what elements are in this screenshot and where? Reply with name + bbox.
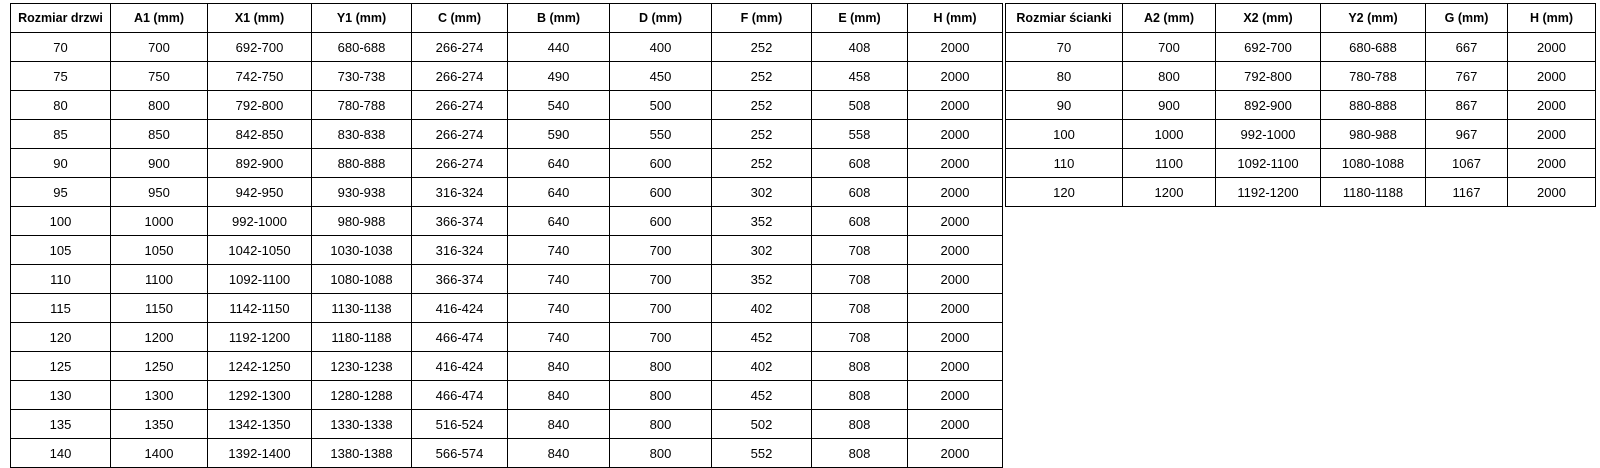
cell-b: 840 [508,352,610,381]
cell-y1: 1180-1188 [312,323,412,352]
cell-rozmiar-drzwi: 70 [11,33,111,62]
column-header-y1: Y1 (mm) [312,4,412,33]
cell-a1: 750 [111,62,208,91]
cell-f: 252 [712,120,812,149]
cell-y2: 780-788 [1321,62,1426,91]
column-header-rozmiar-drzwi: Rozmiar drzwi [11,4,111,33]
cell-e: 508 [812,91,908,120]
cell-f: 452 [712,323,812,352]
cell-a1: 1200 [111,323,208,352]
cell-h: 2000 [908,352,1003,381]
doors-size-table-container [10,3,1003,468]
cell-a1: 1150 [111,294,208,323]
cell-y2: 880-888 [1321,91,1426,120]
cell-h: 2000 [1508,149,1596,178]
cell-g: 967 [1426,120,1508,149]
cell-y1: 1130-1138 [312,294,412,323]
cell-y1: 1380-1388 [312,439,412,468]
cell-d: 700 [610,323,712,352]
wall-table-body [1006,33,1596,207]
cell-d: 700 [610,236,712,265]
cell-b: 440 [508,33,610,62]
cell-h: 2000 [908,265,1003,294]
table-row [1006,91,1596,120]
wall-size-table [1005,3,1596,207]
cell-y1: 730-738 [312,62,412,91]
cell-rozmiar-drzwi: 95 [11,178,111,207]
cell-x1: 1342-1350 [208,410,312,439]
cell-rozmiar-drzwi: 110 [11,265,111,294]
table-row [1006,62,1596,91]
cell-c: 466-474 [412,381,508,410]
table-row [11,323,1003,352]
cell-g: 667 [1426,33,1508,62]
cell-c: 266-274 [412,91,508,120]
cell-x2: 892-900 [1216,91,1321,120]
cell-y1: 1030-1038 [312,236,412,265]
cell-c: 266-274 [412,120,508,149]
cell-f: 352 [712,265,812,294]
cell-x1: 792-800 [208,91,312,120]
cell-x2: 992-1000 [1216,120,1321,149]
cell-x2: 1192-1200 [1216,178,1321,207]
cell-rozmiar-drzwi: 90 [11,149,111,178]
table-header-row [1006,4,1596,33]
cell-x1: 1392-1400 [208,439,312,468]
table-row [11,33,1003,62]
cell-e: 708 [812,323,908,352]
doors-size-table [10,3,1003,468]
cell-x1: 1092-1100 [208,265,312,294]
cell-c: 416-424 [412,352,508,381]
cell-e: 708 [812,294,908,323]
cell-b: 540 [508,91,610,120]
cell-rozmiar-scianki: 100 [1006,120,1123,149]
cell-rozmiar-drzwi: 100 [11,207,111,236]
cell-f: 302 [712,178,812,207]
column-header-h: H (mm) [1508,4,1596,33]
cell-c: 566-574 [412,439,508,468]
cell-b: 740 [508,265,610,294]
cell-b: 740 [508,294,610,323]
cell-y1: 980-988 [312,207,412,236]
cell-b: 840 [508,381,610,410]
cell-y2: 680-688 [1321,33,1426,62]
cell-h: 2000 [908,149,1003,178]
cell-x2: 792-800 [1216,62,1321,91]
cell-rozmiar-drzwi: 130 [11,381,111,410]
cell-h: 2000 [908,381,1003,410]
cell-f: 252 [712,149,812,178]
cell-x1: 892-900 [208,149,312,178]
table-row [1006,178,1596,207]
cell-f: 402 [712,352,812,381]
cell-a2: 1200 [1123,178,1216,207]
cell-d: 600 [610,178,712,207]
column-header-c: C (mm) [412,4,508,33]
cell-b: 640 [508,178,610,207]
cell-a1: 800 [111,91,208,120]
cell-d: 550 [610,120,712,149]
cell-d: 800 [610,381,712,410]
cell-rozmiar-drzwi: 115 [11,294,111,323]
cell-h: 2000 [1508,33,1596,62]
cell-x1: 1292-1300 [208,381,312,410]
cell-b: 590 [508,120,610,149]
cell-h: 2000 [908,120,1003,149]
cell-g: 1067 [1426,149,1508,178]
cell-d: 400 [610,33,712,62]
cell-h: 2000 [1508,91,1596,120]
cell-x1: 1192-1200 [208,323,312,352]
cell-h: 2000 [908,323,1003,352]
cell-y2: 1080-1088 [1321,149,1426,178]
cell-h: 2000 [908,178,1003,207]
cell-x1: 1042-1050 [208,236,312,265]
cell-c: 266-274 [412,149,508,178]
cell-h: 2000 [908,62,1003,91]
cell-c: 316-324 [412,178,508,207]
cell-e: 608 [812,207,908,236]
table-row [11,439,1003,468]
column-header-e: E (mm) [812,4,908,33]
table-header-row [11,4,1003,33]
table-row [11,381,1003,410]
cell-y1: 680-688 [312,33,412,62]
cell-h: 2000 [1508,120,1596,149]
column-header-a2: A2 (mm) [1123,4,1216,33]
cell-y1: 1280-1288 [312,381,412,410]
table-row [1006,149,1596,178]
cell-a1: 1100 [111,265,208,294]
cell-rozmiar-drzwi: 105 [11,236,111,265]
cell-c: 316-324 [412,236,508,265]
cell-c: 266-274 [412,33,508,62]
cell-h: 2000 [908,207,1003,236]
column-header-x1: X1 (mm) [208,4,312,33]
cell-b: 490 [508,62,610,91]
column-header-x2: X2 (mm) [1216,4,1321,33]
table-row [11,91,1003,120]
cell-d: 800 [610,352,712,381]
cell-x1: 692-700 [208,33,312,62]
cell-e: 458 [812,62,908,91]
cell-c: 266-274 [412,62,508,91]
doors-table-head [11,4,1003,33]
cell-f: 252 [712,33,812,62]
cell-f: 502 [712,410,812,439]
cell-e: 808 [812,381,908,410]
table-row [11,236,1003,265]
cell-f: 402 [712,294,812,323]
cell-e: 808 [812,439,908,468]
wall-table-head [1006,4,1596,33]
cell-g: 1167 [1426,178,1508,207]
cell-y1: 830-838 [312,120,412,149]
cell-b: 840 [508,410,610,439]
cell-y1: 780-788 [312,91,412,120]
cell-c: 516-524 [412,410,508,439]
table-row [1006,120,1596,149]
cell-rozmiar-scianki: 90 [1006,91,1123,120]
cell-a2: 700 [1123,33,1216,62]
table-row [11,410,1003,439]
cell-y1: 880-888 [312,149,412,178]
cell-a2: 1100 [1123,149,1216,178]
cell-b: 740 [508,323,610,352]
column-header-a1: A1 (mm) [111,4,208,33]
table-row [11,149,1003,178]
cell-x2: 1092-1100 [1216,149,1321,178]
cell-e: 558 [812,120,908,149]
cell-d: 500 [610,91,712,120]
column-header-h: H (mm) [908,4,1003,33]
cell-e: 608 [812,178,908,207]
cell-c: 416-424 [412,294,508,323]
column-header-b: B (mm) [508,4,610,33]
cell-rozmiar-drzwi: 120 [11,323,111,352]
cell-f: 252 [712,62,812,91]
cell-rozmiar-drzwi: 75 [11,62,111,91]
cell-c: 366-374 [412,265,508,294]
cell-e: 708 [812,236,908,265]
cell-d: 700 [610,265,712,294]
cell-b: 840 [508,439,610,468]
cell-x1: 942-950 [208,178,312,207]
cell-rozmiar-drzwi: 135 [11,410,111,439]
cell-d: 600 [610,149,712,178]
column-header-rozmiar-scianki: Rozmiar ścianki [1006,4,1123,33]
cell-a2: 900 [1123,91,1216,120]
cell-d: 700 [610,294,712,323]
cell-a1: 900 [111,149,208,178]
cell-rozmiar-scianki: 80 [1006,62,1123,91]
cell-rozmiar-drzwi: 125 [11,352,111,381]
cell-h: 2000 [908,294,1003,323]
cell-rozmiar-drzwi: 140 [11,439,111,468]
table-row [11,207,1003,236]
cell-a1: 1350 [111,410,208,439]
table-row [11,294,1003,323]
column-header-d: D (mm) [610,4,712,33]
cell-c: 466-474 [412,323,508,352]
cell-h: 2000 [908,33,1003,62]
cell-y1: 1080-1088 [312,265,412,294]
table-row [11,265,1003,294]
table-row [1006,33,1596,62]
table-row [11,352,1003,381]
cell-f: 252 [712,91,812,120]
table-row [11,62,1003,91]
cell-x1: 1242-1250 [208,352,312,381]
cell-x2: 692-700 [1216,33,1321,62]
column-header-f: F (mm) [712,4,812,33]
cell-a2: 1000 [1123,120,1216,149]
table-row [11,120,1003,149]
cell-d: 800 [610,439,712,468]
cell-e: 708 [812,265,908,294]
cell-x1: 992-1000 [208,207,312,236]
cell-a1: 1300 [111,381,208,410]
cell-e: 408 [812,33,908,62]
cell-a1: 1000 [111,207,208,236]
cell-rozmiar-drzwi: 85 [11,120,111,149]
cell-h: 2000 [908,91,1003,120]
cell-y1: 1330-1338 [312,410,412,439]
table-row [11,178,1003,207]
cell-g: 867 [1426,91,1508,120]
cell-b: 640 [508,149,610,178]
doors-table-body [11,33,1003,468]
cell-y1: 930-938 [312,178,412,207]
cell-d: 800 [610,410,712,439]
cell-a1: 1400 [111,439,208,468]
cell-a2: 800 [1123,62,1216,91]
cell-y2: 1180-1188 [1321,178,1426,207]
cell-x1: 1142-1150 [208,294,312,323]
cell-a1: 1250 [111,352,208,381]
cell-rozmiar-scianki: 110 [1006,149,1123,178]
cell-e: 808 [812,352,908,381]
cell-x1: 842-850 [208,120,312,149]
cell-a1: 950 [111,178,208,207]
cell-c: 366-374 [412,207,508,236]
cell-a1: 1050 [111,236,208,265]
cell-h: 2000 [908,410,1003,439]
cell-h: 2000 [1508,178,1596,207]
cell-b: 640 [508,207,610,236]
cell-e: 808 [812,410,908,439]
cell-f: 302 [712,236,812,265]
cell-f: 552 [712,439,812,468]
cell-a1: 850 [111,120,208,149]
column-header-g: G (mm) [1426,4,1508,33]
column-header-y2: Y2 (mm) [1321,4,1426,33]
cell-y1: 1230-1238 [312,352,412,381]
cell-e: 608 [812,149,908,178]
cell-h: 2000 [908,439,1003,468]
cell-f: 352 [712,207,812,236]
cell-g: 767 [1426,62,1508,91]
cell-h: 2000 [1508,62,1596,91]
cell-rozmiar-drzwi: 80 [11,91,111,120]
cell-b: 740 [508,236,610,265]
wall-size-table-container [1005,3,1596,207]
cell-rozmiar-scianki: 70 [1006,33,1123,62]
cell-rozmiar-scianki: 120 [1006,178,1123,207]
cell-x1: 742-750 [208,62,312,91]
cell-d: 600 [610,207,712,236]
cell-a1: 700 [111,33,208,62]
cell-f: 452 [712,381,812,410]
cell-y2: 980-988 [1321,120,1426,149]
cell-d: 450 [610,62,712,91]
cell-h: 2000 [908,236,1003,265]
